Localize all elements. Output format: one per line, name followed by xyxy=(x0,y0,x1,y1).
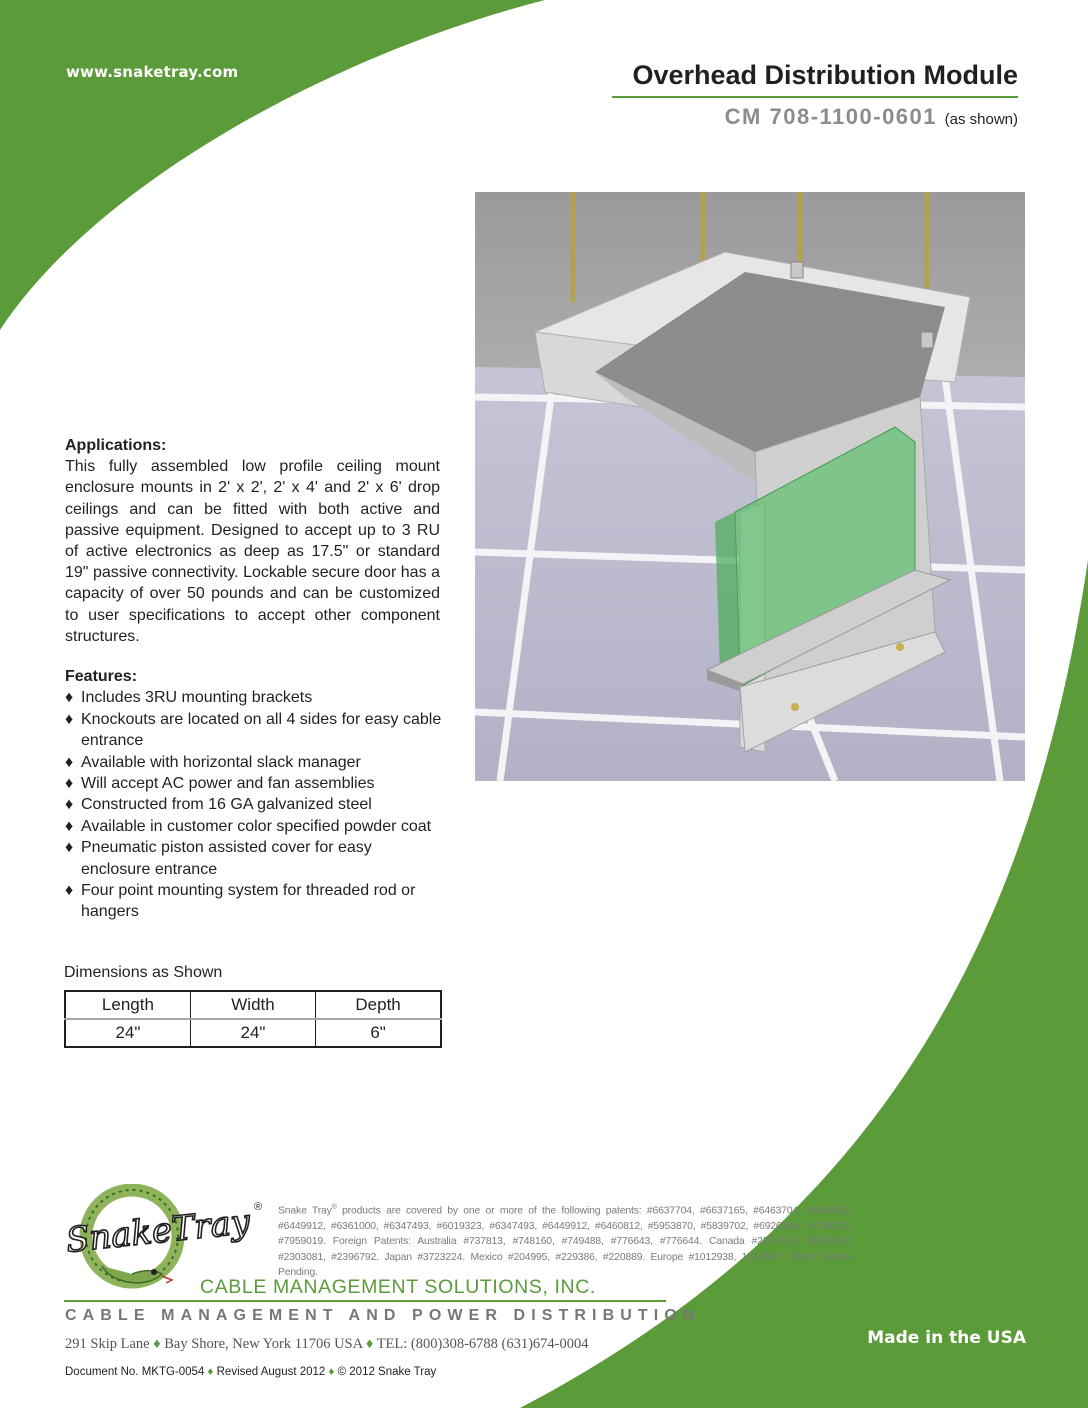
features-list xyxy=(65,687,445,922)
logo-text: SnakeTray xyxy=(64,1201,252,1261)
address-phone: TEL: (800)308-6788 (631)674-0004 xyxy=(376,1336,589,1352)
feature-text: Will accept AC power and fan assemblies xyxy=(81,775,375,793)
feature-item xyxy=(65,794,445,815)
bullet-diamond: ♦ xyxy=(65,689,74,707)
website-url[interactable]: www.snaketray.com xyxy=(66,63,239,81)
product-image xyxy=(475,192,1025,781)
header-depth: Depth xyxy=(316,991,441,1019)
feature-text: Four point mounting system for threaded rod or hangers xyxy=(81,882,416,921)
feature-item xyxy=(65,687,445,708)
copyright: © 2012 Snake Tray xyxy=(337,1366,437,1378)
applications-body: This fully assembled low profile ceiling mount enclosure mounts in 2' x 2', 2' x 4' and 2' x 6' drop ceilings and can be fitted with both active and passive equipment. Designed to accept up to 3 RU of active electronics as deep as 17.5" or standard 19" passive connectivity. Lockable secure door has a capacity of over 50 pounds and can be customized to user specifications to accept other component structures. xyxy=(65,458,440,645)
applications-heading: Applications: xyxy=(65,437,167,454)
registered-mark: ® xyxy=(254,1201,263,1213)
patents-brand: Snake Tray xyxy=(278,1205,332,1217)
table-row xyxy=(65,1019,441,1047)
revision-date: Revised August 2012 xyxy=(216,1366,326,1378)
bullet-diamond: ♦ xyxy=(65,710,74,728)
separator-diamond: ♦ xyxy=(207,1366,214,1378)
address-street: 291 Skip Lane xyxy=(65,1336,150,1352)
feature-item xyxy=(65,752,445,773)
feature-text: Available with horizontal slack manager xyxy=(81,753,361,771)
feature-item xyxy=(65,709,445,752)
header-length: Length xyxy=(65,991,190,1019)
address-city: Bay Shore, New York 11706 USA xyxy=(164,1336,363,1352)
bullet-diamond: ♦ xyxy=(65,753,74,771)
company-address xyxy=(65,1336,589,1353)
table-header-row xyxy=(65,991,441,1019)
feature-text: Knockouts are located on all 4 sides for easy cable entrance xyxy=(81,710,442,750)
model-note: (as shown) xyxy=(944,111,1018,128)
model-number-value: CM 708-1100-0601 xyxy=(724,104,938,129)
company-underline xyxy=(64,1300,666,1302)
title-underline xyxy=(612,96,1018,98)
document-number: Document No. MKTG-0054 xyxy=(65,1366,205,1378)
separator-diamond: ♦ xyxy=(365,1336,374,1352)
feature-text: Available in customer color specified powder coat xyxy=(81,817,432,835)
bullet-diamond: ♦ xyxy=(65,839,74,857)
document-info xyxy=(65,1366,436,1378)
bullet-diamond: ♦ xyxy=(65,796,74,814)
dimensions-table xyxy=(64,990,442,1048)
made-in-usa: Made in the USA xyxy=(867,1328,1026,1348)
applications-section xyxy=(65,435,440,647)
separator-diamond: ♦ xyxy=(328,1366,335,1378)
value-depth: 6" xyxy=(316,1019,441,1047)
features-section xyxy=(65,666,445,923)
company-name: CABLE MANAGEMENT SOLUTIONS, INC. xyxy=(200,1276,596,1298)
feature-item xyxy=(65,880,445,923)
bullet-diamond: ♦ xyxy=(65,882,74,900)
company-tagline: CABLE MANAGEMENT AND POWER DISTRIBUTION xyxy=(65,1307,701,1324)
registered-mark: ® xyxy=(331,1204,337,1211)
value-width: 24" xyxy=(190,1019,315,1047)
model-number xyxy=(725,104,1018,130)
dimensions-caption: Dimensions as Shown xyxy=(64,964,223,981)
bullet-diamond: ♦ xyxy=(65,817,74,835)
patents-notice xyxy=(278,1200,854,1281)
feature-item xyxy=(65,837,445,880)
feature-item xyxy=(65,773,445,794)
feature-text: Includes 3RU mounting brackets xyxy=(81,689,313,707)
features-heading: Features: xyxy=(65,668,138,685)
patents-text: products are covered by one or more of the following patents: #6637704, #6637165, #6463704, #6460812, #6449912, #6361000, #6347493, #6019323, #6347493, #6449912, #6460812, #5953870, #5839702, #6926236, #7168212, #7959019. Foreign Patents: Australia #737813, #748160, #749488, #776643, #776644. Canada #2251732, #2319624, #2303081, #2396792. Japan #3723224. Mexico #204995, #229386, #220889. Europe #1012938, 1012937. Other Patents Pending. xyxy=(278,1205,855,1279)
separator-diamond: ♦ xyxy=(153,1336,161,1352)
bullet-diamond: ♦ xyxy=(65,775,74,793)
page-title: Overhead Distribution Module xyxy=(632,60,1018,90)
feature-text: Constructed from 16 GA galvanized steel xyxy=(81,796,372,814)
feature-text: Pneumatic piston assisted cover for easy enclosure entrance xyxy=(81,839,372,878)
feature-item xyxy=(65,816,445,837)
header-width: Width xyxy=(190,991,315,1019)
value-length: 24" xyxy=(65,1019,190,1047)
